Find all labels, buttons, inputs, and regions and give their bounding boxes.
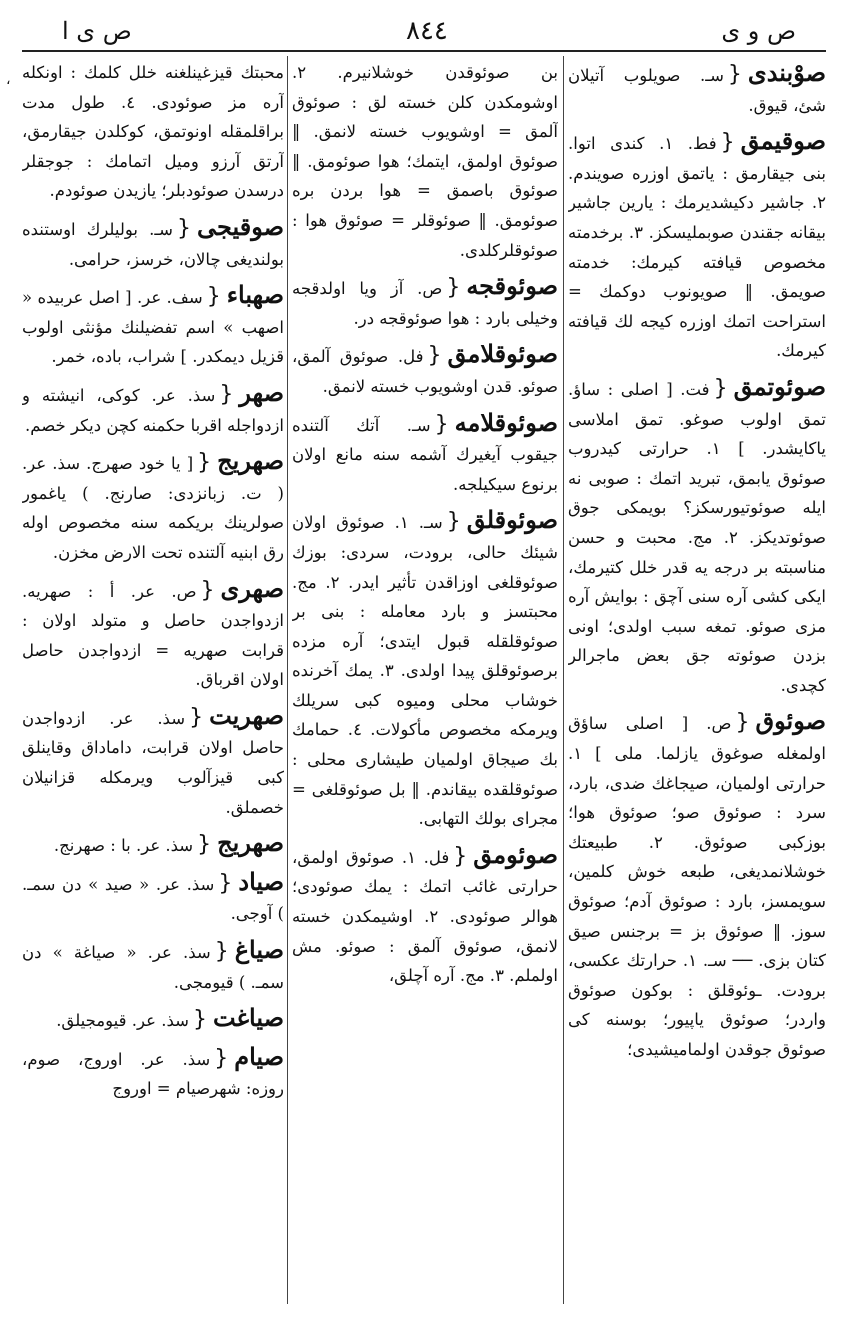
definition: فت. [ اصلى : ساؤ. تمق اولوب صوغو. تمق املاسى ياكايشدر. ] ١. حرارتى كيدروب صوئوق يابمق، تبريد اتمك : صوبى نه ايله صوئوتيورسكز؟ بويمكى جوق صوئوتديكز. ٢. مج. محبت و حسن مناسبته بر درجه يه قدر خلل كتيرمك، ايكى كشى آره سنى آچق : بوايش آره مزى صوئو. تمغه سبب اولدى؛ اونى بزدن صوئوته جق بعض ماجرالر كچدى.: [568, 379, 826, 695]
page-header: [22, 14, 826, 50]
definition: ص. [ اصلى ساؤق اولمغله صوغوق يازلما. ملى ] ١. حرارتى اولميان، صيجاغك ضدى، بارد، سرد : صوئوق صو؛ صوئوق هوا؛ بوزكبى صوئوق. ٢. طبيعتك خوشلانمديغى، طبعه خوش كلمين، سويمسز، بارد : صوئوق آدم؛ صوئوق سوز. ‖ صوئوق بز = برجنس صيق كتان بزى. ── سـ. ١. حرارتك عكسى، برودت. ـوئوقلق : بوكون صوئوق واردر؛ صوئوق ياپيور؛ بوسنه كى صوئوق جوقدن اولماميشيدى؛: [568, 714, 826, 1059]
headword: صهريج: [217, 446, 284, 476]
entry: صياد{سذ. عر. « صيد » دن سمـ. ) آوجى.: [22, 866, 284, 924]
headword: صوئوقلق: [466, 505, 558, 535]
definition: محبتك قيزغينلغنه خلل كلمك : اونكله آره مز صوئودى. ٤. طول مدت براقلمقله اونوتمق، كوكلدن جيقارمق، آرتق آرزو وميل اتمامك : جوجقلر درسدن صوئودبلر؛ يازيدن صوئودم.: [22, 63, 284, 201]
column-divider: [563, 56, 564, 1304]
headword: صوئوقلامه: [454, 407, 558, 437]
definition: سذ. عر. كوكى، انيشته و ازدواجله اقربا حكمنه كچن ديكر خصم.: [22, 385, 284, 435]
definition: ص. عر. أ : صهريه. ازدواجدن حاصل و متولد اولان : قرابت صهريه = ازدواجدن حاصل اولان اقرباق.: [22, 581, 284, 690]
definition: سـ. بوليلرك اوستنده بولنديغى چالان، خرسز، حرامى.: [22, 219, 284, 269]
headword: صوقيجى: [197, 211, 284, 241]
entry: صوئوتمق{فت. [ اصلى : ساؤ. تمق اولوب صوغو. تمق املاسى ياكايشدر. ] ١. حرارتى كيدروب صوئوق يابمق، تبريد اتمك : صوبى نه ايله صوئوتيورسكز؟ بويمكى جوق صوئوتديكز. ٢. مج. محبت و حسن مناسبته بر درجه يه قدر خلل كتيرمك، ايكى كشى آره سنى آچق : بوايش آره مزى صوئو. تمغه سبب اولدى؛ اونى بزدن صوئوته جق بعض ماجرالر كچدى.: [568, 371, 826, 695]
headword: صوئوقجه: [466, 271, 558, 301]
headword: صوئوتمق: [733, 371, 826, 401]
definition: سذ. عر. قيومجيلق.: [56, 1011, 189, 1031]
headword: صوئوقلامق: [447, 339, 558, 369]
entry: صوئوقلامق{فل. صوئوق آلمق، صوئو. قدن اوشويوب خسته لانمق.: [292, 339, 558, 396]
headword: صياغ: [234, 935, 284, 965]
definition: ص. آز ويا اولدقجه وخيلى بارد : هوا صوئوقجه در.: [292, 279, 558, 328]
definition: فل. ١. صوئوق اولمق، حرارتى غائب اتمك : يمك صوئودى؛ هوالر صوئودى. ٢. اوشيمكدن خسته لانمق، صوئوق آلمق : صوئو. مش اولملم. ٣. مج. آره آچلق،: [292, 847, 558, 986]
entry: صوئومق{فل. ١. صوئوق اولمق، حرارتى غائب اتمك : يمك صوئودى؛ هوالر صوئودى. ٢. اوشيمكدن خسته لانمق، صوئوق آلمق : صوئو. مش اولملم. ٣. مج. آره آچلق،: [292, 839, 558, 986]
column-middle: [292, 58, 558, 1298]
headword: صياغت: [212, 1003, 284, 1033]
entry: صوئوقلامه{سـ. آتك آلتنده جيقوب آيغيرك آشمه سنه مانع اولان برنوع سيكيلجه.: [292, 407, 558, 494]
entry: صوئوق{ص. [ اصلى ساؤق اولمغله صوغوق يازلما. ملى ] ١. حرارتى اولميان، صيجاغك ضدى، بارد، سرد : صوئوق صو؛ صوئوق هوا؛ بوزكبى صوئوق. ٢. طبيعتك خوشلانمديغى، طبعه خوش كلمين، سويمسز، بارد : صوئوق آدم؛ صوئوق سوز. ‖ صوئوق بز = برجنس صيق كتان بزى. ── سـ. ١. حرارتك عكسى، برودت. ـوئوقلق : بوكون صوئوق واردر؛ صوئوق ياپيور؛ بوسنه كى صوئوق جوقدن اولماميشيدى؛: [568, 706, 826, 1059]
header-rule: [22, 50, 826, 52]
headword: صهر: [239, 377, 284, 407]
definition: سذ. عر. « صيد » دن سمـ. ) آوجى.: [22, 874, 284, 924]
header-right-keyword: ص و ى: [721, 17, 796, 45]
definition: فط. ١. كندى اتوا. بنى جيقارمق : ياتمق اوزره صويندم. ٢. جاشير دكيشديرمك : يارين جاشير بيقانه جقندن صوبمليسكز. ٣. برخدمته مخصوص قيافته كيرمك: خدمته صويمق. ‖ صويونوب دوكمك = استراحت اتمك اوزره كيجه لك قيافته كيرمك.: [568, 134, 826, 361]
entry: صوْبندى{سـ. صويلوب آتيلان شئ، قيوق.: [568, 58, 826, 115]
entry: صهريج{[ يا خود صهرج. سذ. عر. ( ت. زبانزدى: صارنج. ) ياغمور صولرينك بريكمه سنه مخصوص اوله رق ابنيه آلتنده تحت الارض مخزن.: [22, 446, 284, 562]
headword: صوئوق: [755, 706, 826, 736]
headword: صياد: [238, 866, 284, 896]
entry-continuation: [292, 58, 558, 265]
entry: صهريت{سذ. عر. ازدواجدن حاصل اولان قرابت، داماداق وقاينلق كبى قيزآلوب ويرمكله قزانيلان خصملق.: [22, 700, 284, 817]
headword: صيام: [234, 1041, 284, 1071]
definition: سذ. عر. ازدواجدن حاصل اولان قرابت، داماداق وقاينلق كبى قيزآلوب ويرمكله قزانيلان خصملق.: [22, 708, 284, 817]
entry: صيام{سذ. عر. اوروج، صوم، روزه: شهرصيام = اوروج: [22, 1041, 284, 1099]
entry: صهريج{سذ. عر. با : صهرنج.: [53, 828, 284, 858]
entry: صوئوقجه{ص. آز ويا اولدقجه وخيلى بارد : هوا صوئوقجه در.: [292, 271, 558, 328]
definition: بن صوئوقدن خوشلانيرم. ٢. اوشومكدن كلن خسته لق : صوئوق آلمق = اوشويوب خسته لانمق. ‖ صوئوق اولمق، ايتمك؛ هوا صوئومق. ‖ صوئوق باصمق = هوا بردن بره صوئومق. ‖ صوئوقلر = صوئوق هوا : صوئوقلركلدى.: [292, 63, 558, 260]
entry: صهرى{ص. عر. أ : صهريه. ازدواجدن حاصل و متولد اولان : قرابت صهريه = ازدواجدن حاصل اولان اقرباق.: [22, 573, 284, 690]
definition: سذ. عر. اوروج، صوم، روزه: شهرصيام = اوروج: [22, 1049, 284, 1099]
definition: سذ. عر. با : صهرنج.: [53, 836, 194, 856]
headword: صوئومق: [473, 839, 558, 869]
definition: سـ. آتك آلتنده جيقوب آيغيرك آشمه سنه مانع اولان برنوع سيكيلجه.: [292, 415, 558, 494]
entry: صهباء{سف. عر. [ اصل عربيده « اصهب » اسم تفضيلنك مؤنثى اولوب قزيل ديمكدر. ] شراب، باده، خمر.: [22, 280, 284, 367]
entry: صياغت{سذ. عر. قيومجيلق.: [56, 1003, 284, 1033]
definition: سـ. ١. صوئوق اولان شيئك حالى، برودت، سردى: بوزك صوئوقلغى اوزاقدن تأثير ايدر. ٢. مج. محبتسز و بارد معامله : بنى بر صوئوقلقله قبول ايتدى؛ آره مزده برصوئوقلق پيدا اولدى. ٣. يمك آخرنده خوشاب محلى وميوه كبى سريلك ويرمكه مخصوص مأكولات. ٤. حمامك بك صيجاق اولميان طيشارى محلى : صوئوقلقده بيقاندم. ‖ بل صوئوقلغى = مجراى بولك التهابى.: [292, 513, 558, 829]
headword: صهباء: [226, 280, 284, 310]
definition: سف. عر. [ اصل عربيده « اصهب » اسم تفضيلنك مؤنثى اولوب قزيل ديمكدر. ] شراب، باده، خمر.: [22, 288, 284, 367]
headword: صوْبندى: [747, 58, 826, 87]
definition: سذ. عر. « صياغة » دن سمـ. ) قيومجى.: [22, 943, 284, 992]
column-left: [22, 58, 284, 1298]
headword: صهرى: [220, 573, 284, 603]
entry: صهر{سذ. عر. كوكى، انيشته و ازدواجله اقربا حكمنه كچن ديكر خصم.: [22, 377, 284, 435]
entry: صياغ{سذ. عر. « صياغة » دن سمـ. ) قيومجى.: [22, 935, 284, 992]
definition: فل. صوئوق آلمق، صوئو. قدن اوشويوب خسته لانمق.: [292, 347, 558, 396]
page-number: ٨٤٤: [406, 16, 448, 46]
column-right: [568, 58, 826, 1298]
headword: صهريج: [217, 828, 284, 858]
entry: صوئوقلق{سـ. ١. صوئوق اولان شيئك حالى، برودت، سردى: بوزك صوئوقلغى اوزاقدن تأثير ايدر. ٢. مج. محبتسز و بارد معامله : بنى بر صوئوقلقله قبول ايتدى؛ آره مزده برصوئوقلق پيدا اولدى. ٣. يمك آخرنده خوشاب محلى وميوه كبى سريلك ويرمكه مخصوص مأكولات. ٤. حمامك بك صيجاق اولميان طيشارى محلى : صوئوقلقده بيقاندم. ‖ بل صوئوقلغى = مجراى بولك التهابى.: [292, 505, 558, 829]
entry: صوقيمق{فط. ١. كندى اتوا. بنى جيقارمق : ياتمق اوزره صويندم. ٢. جاشير دكيشديرمك : يارين جاشير بيقانه جقندن صوبمليسكز. ٣. برخدمته مخصوص قيافته كيرمك: خدمته صويمق. ‖ صويونوب دوكمك = استراحت اتمك اوزره كيجه لك قيافته كيرمك.: [568, 126, 826, 361]
definition: [ يا خود صهرج. سذ. عر. ( ت. زبانزدى: صارنج. ) ياغمور صولرينك بريكمه سنه مخصوص اوله رق ابنيه آلتنده تحت الارض مخزن.: [22, 454, 284, 562]
definition: سـ. صويلوب آتيلان شئ، قيوق.: [568, 66, 826, 115]
column-divider: [287, 56, 288, 1304]
entry: صوقيجى{سـ. بوليلرك اوستنده بولنديغى چالان، خرسز، حرامى.: [22, 211, 284, 269]
entry-continuation: [22, 58, 284, 206]
header-left-keyword: ص ى ا: [62, 17, 132, 45]
headword: صوقيمق: [740, 126, 826, 156]
margin-mark: ،: [6, 72, 11, 88]
headword: صهريت: [209, 700, 284, 730]
